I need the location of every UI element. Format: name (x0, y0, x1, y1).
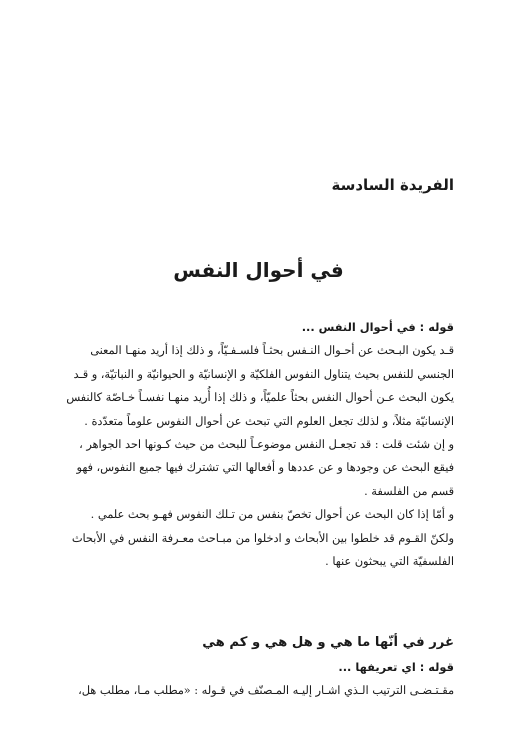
quote-line: قوله : اي تعريفها ... (338, 660, 454, 674)
commentary-section (52, 316, 454, 573)
paragraph-line: قسم من الفلسفة . (364, 484, 454, 498)
paragraph-line: مقـتـضـى الترتيب الـذي اشـار إليـه المـصنّف في قـوله : «مطلب مـا، مطلب هل، (78, 684, 454, 698)
paragraph-line: و إن شئت قلت : قد تجعـل النفس موضوعـاً للبحث من حيث كـونها احد الجواهر ، (79, 438, 454, 452)
chapter-label: الفريدة السادسة (331, 176, 454, 194)
paragraph-line: الإنسانيّة مثلاً، و لذلك تجعل العلوم التي تبحث عن أحوال النفوس علوماً متعدّدة . (84, 414, 454, 428)
paragraph-line: الفلسفيّة التي يبحثون عنها . (325, 555, 454, 569)
section-subheading: غرر في أنّها ما هي و هل هي و كم هي (202, 635, 454, 650)
paragraph-line: فيقع البحث عن وجودها و عن عددها و أفعالها التي تشترك فيها جميع النفوس، فهو (76, 461, 454, 475)
paragraph-line: ولكنّ القـوم قد خلطوا بين الأبحاث و ادخلوا من مبـاحث معـرفة النفس في الأبحاث (71, 531, 454, 545)
commentary-section-2 (52, 656, 454, 703)
paragraph-line: قـد يكون البـحث عن أحـوال النـفس بحثـاً فلسـفـيّاً، و ذلك إذا أريد منهـا المعنى (90, 344, 454, 358)
chapter-title: في أحوال النفس (173, 258, 344, 282)
paragraph-line: يكون البحث عـن أحوال النفس بحثاً علميّاً، و ذلك إذا أُريد منهـا نفسـاً خـاصّة كالنفس (66, 391, 454, 405)
paragraph-line: و أمّا إذا كان البحث عن أحوال تخصّ بنفس من تـلك النفوس فهـو بحث علمي . (90, 508, 454, 522)
paragraph-line: الجنسي للنفس بحيث يتناول النفوس الفلكيّة و الإنسانيّة و الحيوانيّة و النباتيّة، و قـد (73, 367, 454, 381)
quote-line: قوله : في أحوال النفس ... (301, 320, 454, 334)
